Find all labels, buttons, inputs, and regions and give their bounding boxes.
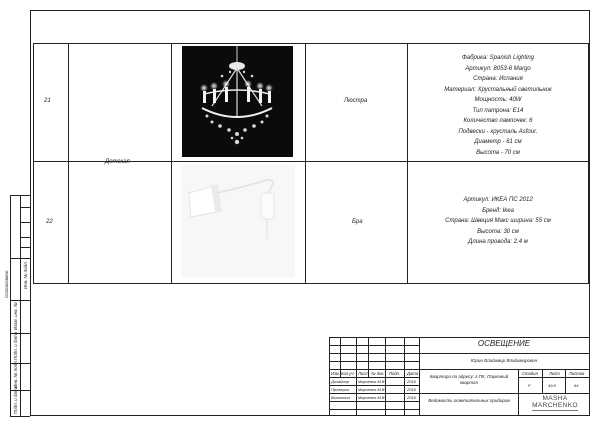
role-date: 2016 bbox=[407, 387, 416, 392]
role-person: Марченко М.В. bbox=[358, 379, 386, 384]
stamp-inv-orig-2: Инв. № подл. bbox=[23, 261, 28, 289]
stage-value: Р bbox=[528, 383, 531, 388]
stamp-inv-orig: Инв. № подл. bbox=[13, 360, 18, 388]
row-number: 22 bbox=[46, 219, 53, 225]
role-label: Выполнил bbox=[331, 395, 350, 400]
item-name: Люстра bbox=[344, 98, 368, 104]
role-person: Марченко М.В. bbox=[358, 387, 386, 392]
spec-line: Материал: Хрустальный светильник bbox=[444, 86, 552, 93]
col-header: Дата bbox=[407, 371, 419, 376]
spec-line: Страна: Швеция Макс ширина: 55 см bbox=[445, 218, 551, 224]
role-label: Дизайнер bbox=[331, 379, 349, 384]
col-header: Подп. bbox=[389, 371, 401, 376]
spec-line: Артикул: 8053-6 Margo bbox=[465, 65, 531, 72]
item-name: Бра bbox=[352, 219, 363, 225]
spec-line: Артикул: ИКЕА ПС 2012 bbox=[463, 197, 533, 203]
role-date: 2016 bbox=[407, 395, 416, 400]
role-person: Марченко М.В. bbox=[358, 395, 386, 400]
role-date: 2016 bbox=[407, 379, 416, 384]
spec-line: Высота - 70 см bbox=[476, 149, 520, 156]
stage-header: Лист bbox=[549, 371, 560, 376]
sheet-count: 64 bbox=[574, 383, 579, 388]
stamp-sign-date-2: Подп. и дата bbox=[13, 385, 18, 414]
spec-line: Фабрика: Spanish Lighting bbox=[461, 55, 535, 61]
spec-line: Мощность: 40W bbox=[474, 97, 522, 103]
stage-header: Листов bbox=[569, 371, 585, 376]
col-header: Изм. bbox=[331, 371, 340, 376]
section-name: Ведомость осветительных приборов bbox=[428, 398, 510, 403]
col-header: Кол.уч. bbox=[341, 371, 355, 376]
row-number: 21 bbox=[44, 98, 51, 104]
stamp-sign-date: Подп. и дата bbox=[13, 331, 18, 360]
spec-line: Длина провода: 2.4 м bbox=[468, 239, 528, 245]
stamp-agreed: Согласовано bbox=[4, 270, 9, 298]
spec-line: Тип патрона: E14 bbox=[472, 107, 524, 114]
room-name: Детская bbox=[105, 159, 130, 165]
spec-line: Диаметр - 61 см bbox=[474, 139, 522, 145]
spec-line: Бренд: Ikea bbox=[482, 207, 514, 214]
spec-line: Подвески - хрусталь Asfour. bbox=[458, 128, 538, 135]
role-label: Проверил bbox=[331, 387, 350, 392]
project-address: Квартира по адресу: г.ПК, Парковый квартал bbox=[429, 374, 509, 385]
chandelier-image bbox=[182, 46, 293, 157]
spec-line: Высота: 30 см bbox=[477, 228, 519, 235]
item-specs bbox=[408, 53, 588, 158]
stamp-replace-inv: Взам. инв. № bbox=[13, 302, 18, 330]
sheet-title: ОСВЕЩЕНИЕ bbox=[477, 339, 531, 348]
stage-header: Стадия bbox=[522, 371, 538, 376]
item-specs bbox=[408, 195, 588, 248]
spec-line: Страна: Испания bbox=[473, 76, 523, 82]
wall-lamp-image bbox=[181, 165, 295, 277]
designer-logo: MASHA MARCHENKO bbox=[532, 395, 578, 409]
sheet-number: 49.8 bbox=[548, 383, 556, 388]
spec-line: Количество лампочек: 6 bbox=[463, 118, 533, 124]
client-name: Юрин Владимир Владимирович bbox=[470, 358, 538, 363]
col-header: Лист bbox=[358, 371, 369, 376]
col-header: № док. bbox=[371, 371, 385, 376]
